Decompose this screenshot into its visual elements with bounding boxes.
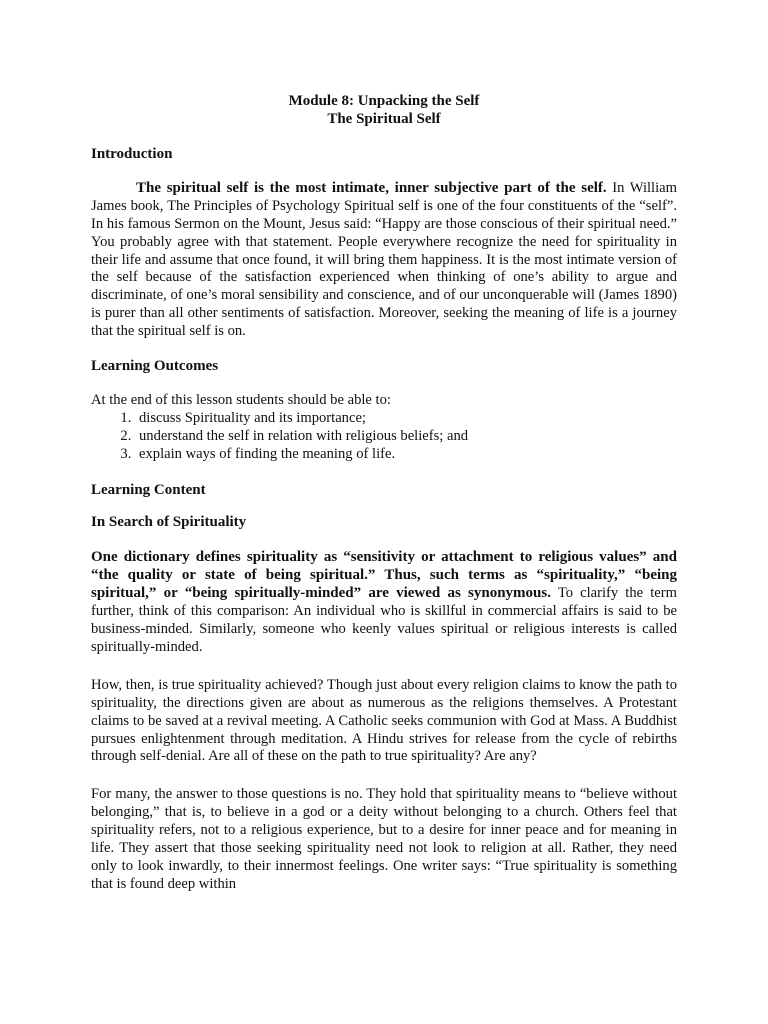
- list-item: 3. explain ways of finding the meaning of life.: [135, 446, 677, 464]
- learning-outcomes-heading: Learning Outcomes: [91, 358, 219, 375]
- document-page: [91, 92, 677, 894]
- spirituality-question-paragraph: How, then, is true spirituality achieved? Though just about every religion claims to know the path to spirituality, the directions given are about as numerous as the religions themselves. A Protestant claims to be saved at a revival meeting. A Catholic seeks communion with God at Mass. A Buddhist pursues enlightenment through meditation. A Hindu strives for release from the cycle of rebirths through self-denial. Are all of these on the path to true spirituality? Are any?: [91, 676, 677, 765]
- definition-paragraph: [91, 549, 677, 656]
- introduction-heading: Introduction: [91, 146, 173, 162]
- module-subtitle: The Spiritual Self: [327, 111, 441, 127]
- introduction-lead-sentence: The spiritual self is the most intimate, inner subjective part of the self: [136, 179, 603, 196]
- module-title: Module 8: Unpacking the Self: [288, 93, 480, 109]
- learning-content-heading: Learning Content: [91, 481, 206, 498]
- list-item: 2. understand the self in relation with religious beliefs; and: [135, 428, 677, 446]
- definition-rest-text: To clarify the term further, think of this comparison: An individual who is skillful in commercial affairs is said to be business-minded. Similarly, someone who keenly values spiritual or religious interests is called spiritually-minded.: [91, 585, 677, 655]
- section-subheading: In Search of Spirituality: [91, 513, 247, 530]
- learning-outcomes-intro: At the end of this lesson students should be able to:: [91, 391, 391, 408]
- introduction-body-text: In William James book, The Principles of Psychology Spiritual self is one of the four constituents of the “self”. In his famous Sermon on the Mount, Jesus said: “Happy are those conscious of their spiritual need.” You probably agree with that statement. People everywhere recognize the need for spirituality in their life and assume that once found, it will bring them happiness. It is the most intimate version of the self because of the satisfaction experienced when thinking of one’s ability to argue and discriminate, of one’s moral sensibility and conscience, and of our unconquerable will (James 1890) is purer than all other sentiments of satisfaction. Moreover, seeking the meaning of life is a journey that the spiritual self is on.: [91, 179, 677, 340]
- learning-outcomes-list: [91, 410, 677, 464]
- spirituality-answer-paragraph: For many, the answer to those questions is no. They hold that spirituality means to “believe without belonging,” that is, to believe in a god or a deity without belonging to a church. Others feel that spirituality refers, not to a religious experience, but to a desire for inner peace and for meaning in life. They assert that those seeking spirituality need not look to religion at all. Rather, they need only to look inwardly, to their innermost feelings. One writer says: “True spirituality is something that is found deep within: [91, 786, 677, 892]
- definition-bold-text: One dictionary defines spirituality as “sensitivity or attachment to religious values” and “the quality or state of being spiritual.” Thus, such terms as “spirituality,” “being spiritual,” or “being spiritually-minded” are viewed as synonymous.: [91, 549, 677, 602]
- introduction-lead-period: .: [602, 179, 607, 196]
- introduction-paragraph: [91, 180, 677, 341]
- list-item: 1. discuss Spirituality and its importance;: [135, 410, 677, 428]
